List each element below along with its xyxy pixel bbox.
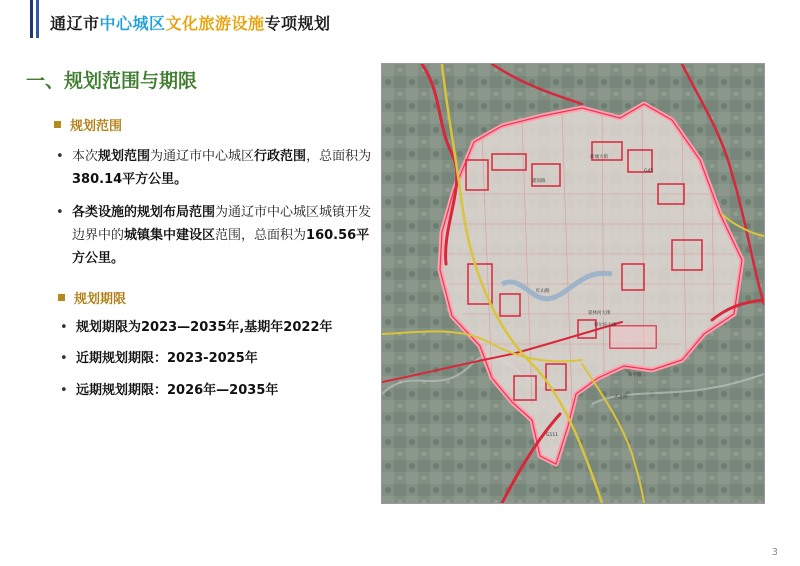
text-run-bold: 行政范围	[254, 149, 307, 164]
text-run-bold: 各类设施的规划布局范围	[72, 205, 216, 220]
scope-bullet-1	[56, 145, 372, 191]
text-run-bold: 城镇集中建设区	[124, 228, 216, 243]
map-label: 红山路	[536, 289, 550, 294]
period-item-text: 近期规划期限：2023-2025年	[76, 351, 258, 366]
text-run-bold: 160.56平方公里。	[72, 228, 370, 266]
square-bullet-icon	[58, 294, 65, 301]
page-header-title	[50, 11, 331, 34]
text-run: 为通辽市中心城区城镇开发边界中的	[72, 205, 372, 243]
period-item	[60, 347, 258, 370]
text-run-bold: 380.14平方公里。	[72, 172, 188, 187]
scope-heading	[54, 115, 122, 134]
period-heading	[58, 288, 126, 307]
bullet-dot-icon: •	[60, 320, 68, 335]
scope-bullet-2	[56, 201, 377, 270]
period-item	[60, 316, 333, 339]
bullet-dot-icon: •	[56, 149, 64, 164]
header-title-part: 专项规划	[264, 14, 331, 33]
map-label: 科尔沁大街	[594, 323, 617, 328]
planning-area-map	[381, 63, 765, 504]
map-label: 霍林河大街	[588, 311, 611, 316]
scope-heading-label: 规划范围	[70, 119, 123, 134]
header-accent-bar-secondary	[36, 0, 39, 38]
map-label: G45	[644, 169, 654, 174]
map-svg	[382, 64, 764, 503]
section-title: 一、规划范围与期限	[26, 70, 198, 92]
bullet-dot-icon: •	[60, 351, 68, 366]
map-label: G111	[546, 433, 559, 438]
square-bullet-icon	[54, 121, 61, 128]
header-title-highlight-orange: 文化旅游设施	[165, 14, 265, 33]
text-run: 为通辽市中心城区	[150, 149, 255, 164]
period-heading-label: 规划期限	[74, 292, 127, 307]
page-number: 3	[771, 547, 778, 558]
bullet-dot-icon: •	[56, 205, 64, 220]
map-label: 建国路	[532, 179, 546, 184]
text-run: 本次	[72, 149, 99, 164]
header-title-highlight-blue: 中心城区	[99, 14, 166, 33]
header-title-part: 通辽市	[50, 14, 100, 33]
map-label: 大北路	[614, 395, 628, 400]
text-run: 范围，总面积为	[215, 228, 307, 243]
map-label: 新城大街	[590, 155, 608, 160]
map-label: 和平路	[628, 373, 642, 378]
period-item-text: 规划期限为2023—2035年,基期年2022年	[76, 320, 333, 335]
period-item	[60, 379, 279, 402]
period-item-text: 远期规划期限：2026年—2035年	[76, 383, 279, 398]
bullet-dot-icon: •	[60, 383, 68, 398]
text-run: ，总面积为	[306, 149, 372, 164]
text-run-bold: 规划范围	[98, 149, 151, 164]
highlight-zone	[610, 326, 656, 348]
header-accent-bar	[30, 0, 33, 38]
